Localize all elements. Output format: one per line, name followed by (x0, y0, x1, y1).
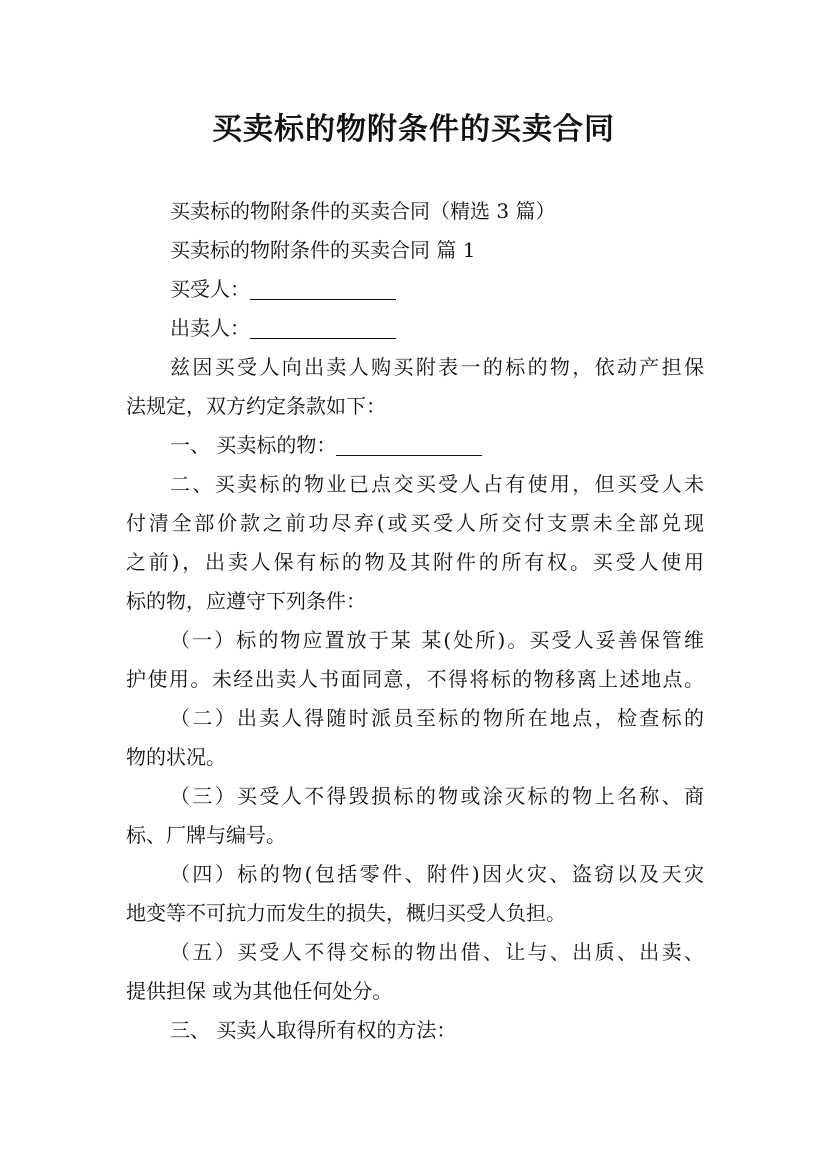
body-line-item-one (126, 426, 704, 465)
body-line: （五）买受人不得交标的物出借、让与、出质、出卖、 (170, 940, 704, 964)
document-body (126, 192, 704, 1050)
body-line: 标、厂牌与编号。 (126, 823, 286, 847)
body-line-subtitle: 买卖标的物附条件的买卖合同（精选 3 篇） (170, 199, 556, 223)
document-title: 买卖标的物附条件的买卖合同 (212, 112, 615, 147)
buyer-blank (250, 298, 396, 300)
body-line: （三）买受人不得毁损标的物或涂灭标的物上名称、商 (170, 784, 704, 808)
body-line: 付清全部价款之前功尽弃(或买受人所交付支票未全部兑现 (126, 511, 704, 535)
body-line: 护使用。未经出卖人书面同意，不得将标的物移离上述地点。 (126, 667, 704, 691)
seller-label: 出卖人： (170, 316, 250, 340)
item-one-label: 一、 买卖标的物： (170, 433, 337, 457)
body-line: 之前)，出卖人保有标的物及其附件的所有权。买受人使用 (126, 550, 704, 574)
body-line: 提供担保 或为其他任何处分。 (126, 979, 393, 1003)
body-line: （二）出卖人得随时派员至标的物所在地点，检查标的 (170, 706, 704, 730)
body-line-seller (126, 309, 704, 348)
buyer-label: 买受人： (170, 277, 250, 301)
body-line: 物的状况。 (126, 745, 226, 769)
body-line-buyer (126, 270, 704, 309)
body-line: （一）标的物应置放于某 某(处所)。买受人妥善保管维 (170, 628, 704, 652)
body-line: 标的物，应遵守下列条件： (126, 589, 366, 613)
body-line: 二、买卖标的物业已点交买受人占有使用，但买受人未 (170, 472, 704, 496)
item-one-blank (336, 454, 482, 456)
body-line: 地变等不可抗力而发生的损失，概归买受人负担。 (126, 901, 566, 925)
body-line: （四）标的物(包括零件、附件)因火灾、盗窃以及天灾 (170, 862, 704, 886)
body-line: 兹因买受人向出卖人购买附表一的标的物，依动产担保 (170, 355, 704, 379)
body-line-section-heading: 买卖标的物附条件的买卖合同 篇 1 (170, 238, 476, 262)
body-line: 法规定，双方约定条款如下： (126, 394, 386, 418)
body-line: 三、 买卖人取得所有权的方法： (170, 1018, 457, 1042)
seller-blank (250, 337, 396, 339)
